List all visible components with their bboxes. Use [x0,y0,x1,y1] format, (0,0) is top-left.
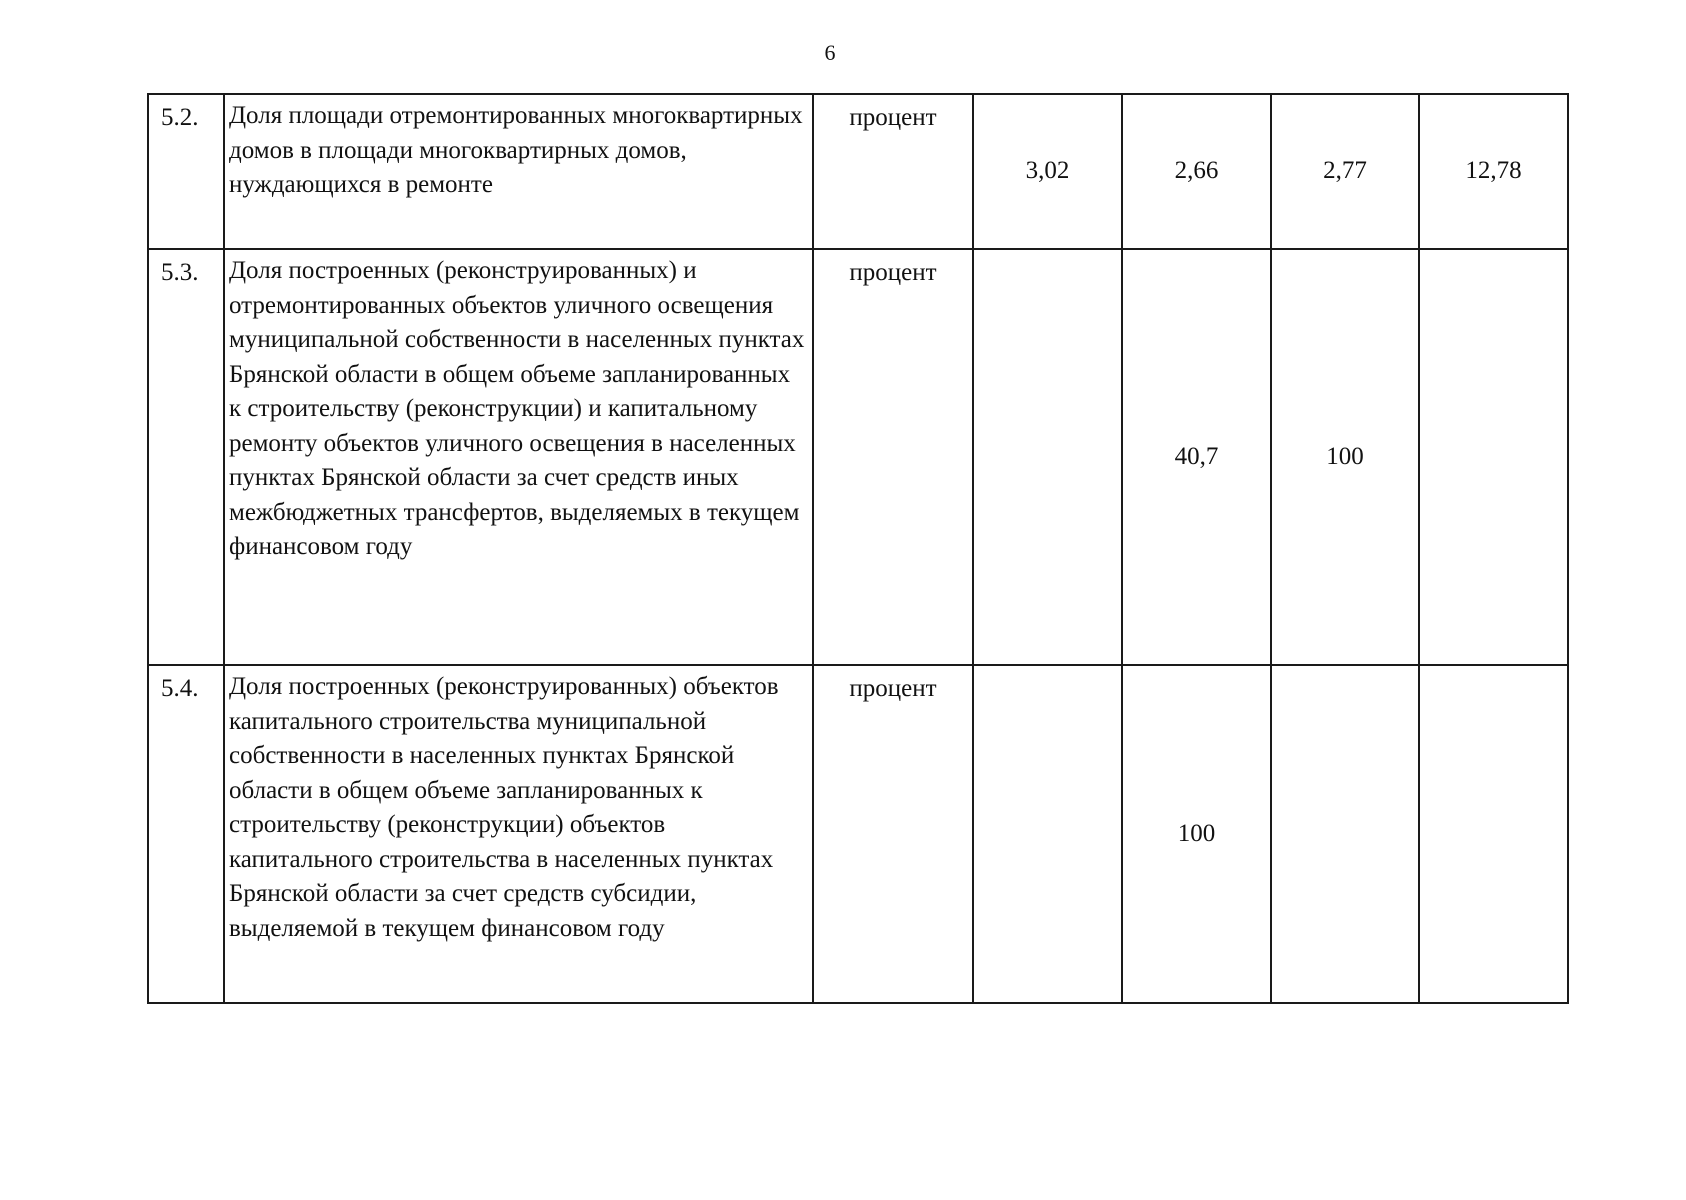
value-cell: 2,66 [1122,94,1271,249]
value-cell [1271,665,1419,1003]
indicators-table [147,93,1569,1004]
unit-cell: процент [813,249,973,665]
table-row [148,665,1568,1003]
indicator-name: Доля построенных (реконструированных) и отремонтированных объектов уличного освещения муниципальной собственности в населенных пунктах Брянской области в общем объеме запланированных к строительству (реконструкции) и капитальному ремонту объектов уличного освещения в населенных пунктах Брянской области за счет средств иных межбюджетных трансфертов, выделяемых в текущем финансовом году [224,249,813,665]
unit-cell: процент [813,665,973,1003]
table-row [148,94,1568,249]
unit-cell: процент [813,94,973,249]
value-cell: 40,7 [1122,249,1271,665]
value-cell [973,249,1122,665]
row-number: 5.2. [148,94,224,249]
value-cell: 12,78 [1419,94,1568,249]
value-cell [1419,249,1568,665]
row-number: 5.3. [148,249,224,665]
value-cell [1419,665,1568,1003]
value-cell: 2,77 [1271,94,1419,249]
value-cell: 100 [1122,665,1271,1003]
value-cell: 3,02 [973,94,1122,249]
indicator-name: Доля площади отремонтированных многоквартирных домов в площади многоквартирных домов, нуждающихся в ремонте [224,94,813,249]
value-cell [973,665,1122,1003]
indicator-name: Доля построенных (реконструированных) объектов капитального строительства муниципальной собственности в населенных пунктах Брянской области в общем объеме запланированных к строительству (реконструкции) объектов капитального строительства в населенных пунктах Брянской области за счет средств субсидии, выделяемой в текущем финансовом году [224,665,813,1003]
value-cell: 100 [1271,249,1419,665]
page-number: 6 [824,40,836,65]
row-number: 5.4. [148,665,224,1003]
table-row [148,249,1568,665]
